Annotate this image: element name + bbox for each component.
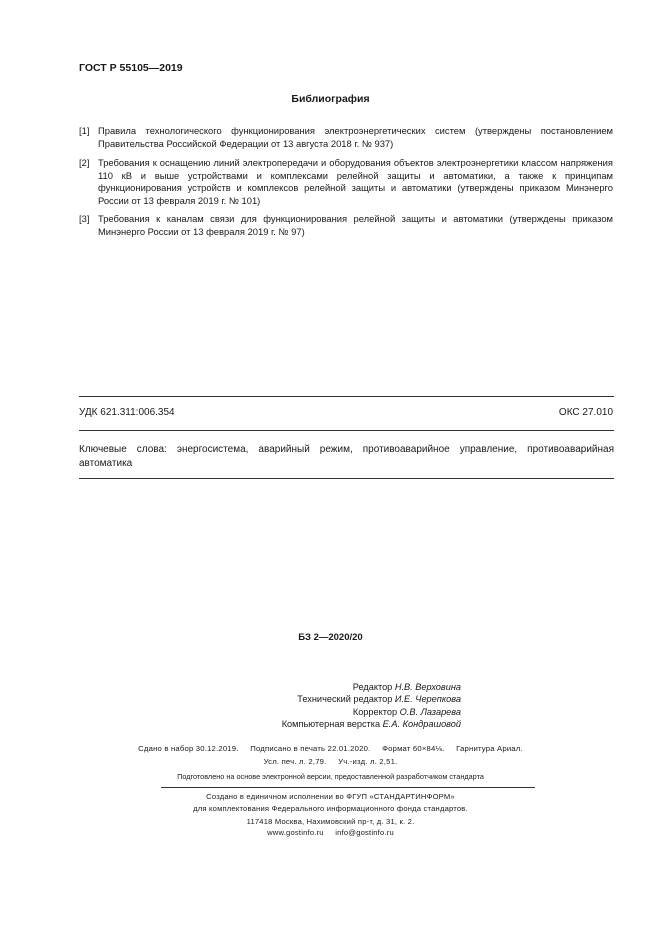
prepared-note: Подготовлено на основе электронной версии, предоставленной разработчиком стандарта (177, 772, 484, 781)
address-line-1: 117418 Москва, Нахимовский пр-т, д. 31, к. 2. (246, 817, 415, 826)
divider-middle (79, 430, 614, 431)
staff-role: Корректор (352, 706, 398, 717)
divider-bottom (79, 478, 614, 479)
address-line-2: www.gostinfo.ru info@gostinfo.ru (267, 828, 394, 838)
staff-name: О.В. Лазарева (399, 706, 461, 717)
bibliography-item-1 (79, 125, 613, 150)
bibliography-item-number: [2] (79, 157, 90, 168)
print-details-line-1: Сдано в набор 30.12.2019. Подписано в печать 22.01.2020. Формат 60×84⅛. Гарнитура Ариал. (138, 744, 523, 753)
divider-top (79, 396, 614, 397)
bibliography-item-text: Требования к каналам связи для функционирования релейной защиты и автоматики (утверждены приказом Минэнерго России от 13 февраля 2019 г. № 97) (98, 213, 613, 237)
bibliography-item-number: [1] (79, 125, 90, 136)
bz-number: БЗ 2—2020/20 (298, 632, 363, 643)
oks-code: ОКС 27.010 (558, 407, 613, 418)
staff-name: И.Е. Черепкова (394, 694, 461, 705)
standard-number: ГОСТ Р 55105—2019 (79, 62, 183, 74)
keywords: Ключевые слова: энергосистема, аварийный режим, противоаварийное управление, противоаварийная автоматика (79, 444, 614, 469)
udk-code: УДК 621.311:006.354 (79, 407, 175, 418)
divider-imprint (161, 787, 535, 788)
bibliography-item-3 (79, 213, 613, 238)
print-details-line-2: Усл. печ. л. 2,79. Уч.-изд. л. 2,51. (263, 756, 398, 766)
publisher-address (0, 816, 661, 839)
bibliography-item-2 (79, 157, 613, 207)
print-details (0, 743, 661, 768)
created-note-line-1: Создано в единичном исполнении во ФГУП «СТАНДАРТИНФОРМ» (206, 792, 455, 801)
staff-name: Н.В. Верховина (394, 682, 461, 692)
created-note (0, 791, 661, 816)
staff-tech-editor (200, 693, 461, 705)
staff-role: Редактор (352, 682, 393, 692)
created-note-line-2: для комплектования Федерального информационного фонда стандартов. (193, 804, 468, 814)
editorial-staff (200, 681, 461, 730)
bibliography-item-number: [3] (79, 213, 90, 224)
staff-name: Е.А. Кондрашовой (382, 718, 461, 729)
bibliography-item-text: Требования к оснащению линий электропередачи и оборудования объектов электроэнергетики классом напряжения 110 кВ и выше устройствами и комплексами релейной защиты и автоматики, а также к принципам функционирования устройств и комплексов релейной защиты и автоматики (утверждены приказом Минэнерго России от 13 февраля 2019 г. № 101) (98, 157, 613, 206)
bibliography-title: Библиография (291, 93, 370, 105)
staff-editor (200, 681, 461, 693)
staff-role: Компьютерная верстка (281, 718, 381, 729)
staff-proofreader (200, 706, 461, 718)
staff-layout (200, 718, 461, 730)
staff-role: Технический редактор (297, 694, 393, 705)
bibliography-item-text: Правила технологического функционирования электроэнергетических систем (утверждены постановлением Правительства Российской Федерации от 13 августа 2018 г. № 937) (98, 125, 613, 149)
